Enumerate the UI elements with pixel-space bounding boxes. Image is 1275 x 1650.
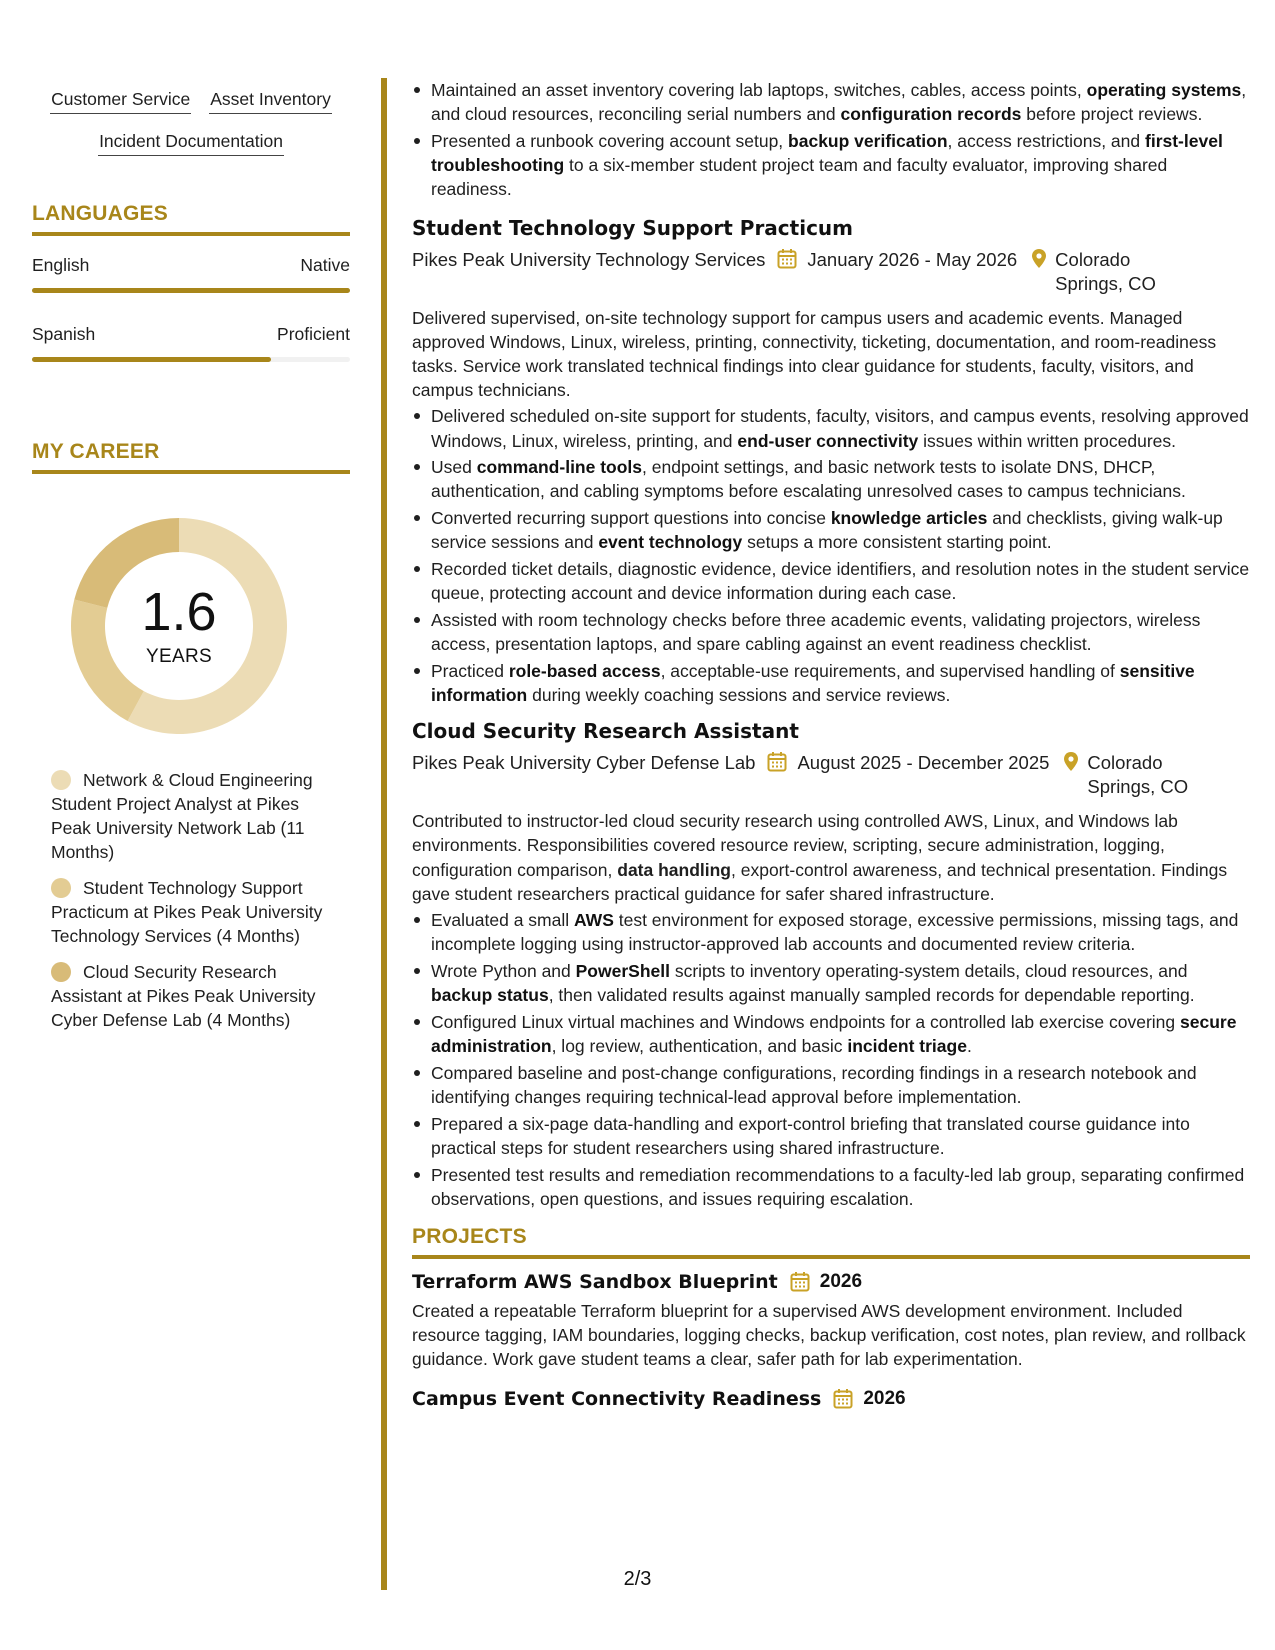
skill-tag: Customer Service (50, 88, 191, 114)
text-segment: scripts to inventory operating-system details, cloud resources, and (669, 960, 1188, 981)
text-segment: Delivered scheduled on-site support for students, faculty, visitors, and campus events, resolving approved Windows, Linux, wireless, printing, and (431, 406, 1249, 451)
text-segment: Presented test results and remediation recommendations to a faculty-led lab group, separating confirmed observations, open questions, and issues requiring escalation. (431, 1164, 1245, 1209)
bullet-item (412, 1112, 1250, 1160)
column-divider (381, 78, 387, 1590)
bullet-item (412, 78, 1250, 126)
text-segment: during weekly coaching sessions and service reviews. (527, 685, 951, 706)
skill-tag: Incident Documentation (98, 130, 284, 156)
bullet-item (412, 129, 1250, 202)
page-number: 2/3 (623, 1568, 652, 1590)
career-legend-item (51, 960, 332, 1032)
language-name: Spanish (32, 324, 96, 344)
bullet-item (412, 659, 1250, 707)
job-bullets (412, 908, 1250, 1211)
legend-dot (51, 770, 71, 790)
bullet-item (412, 455, 1250, 503)
language-bar-fill (32, 357, 271, 362)
text-segment: Recorded ticket details, diagnostic evidence, device identifiers, and resolution notes in the student service queue, protecting account and device information during each case. (431, 559, 1250, 604)
job-location: Colorado Springs, CO (1055, 248, 1156, 294)
language-bar (32, 288, 350, 293)
job-organization: Pikes Peak University Cyber Defense Lab (412, 752, 756, 774)
bullet-item (412, 557, 1250, 605)
calendar-icon (777, 248, 797, 270)
text-segment: , access restrictions, and (947, 130, 1145, 151)
calendar-icon (790, 1271, 810, 1293)
project-entry (412, 1269, 1250, 1295)
language-level: Native (300, 255, 350, 275)
career-legend-item (51, 768, 332, 864)
bold-keyword: secure administration (431, 1011, 1237, 1057)
bullet-item (412, 1010, 1250, 1058)
career-legend (32, 768, 332, 1032)
text-segment: , and cloud resources, reconciling serial numbers and (431, 80, 1247, 125)
bold-keyword: backup verification (788, 130, 948, 151)
bold-keyword: AWS (574, 910, 614, 931)
text-segment: Used (431, 457, 477, 478)
job-meta (412, 751, 1250, 799)
language-name: English (32, 255, 90, 275)
text-segment: , log review, authentication, and basic (551, 1036, 848, 1057)
left-column (32, 80, 350, 1044)
career-heading: MY CAREER (32, 440, 160, 463)
languages-heading: LANGUAGES (32, 202, 168, 225)
text-segment: setups a more consistent starting point. (742, 532, 1052, 553)
bold-keyword: configuration records (840, 104, 1022, 125)
project-title: Terraform AWS Sandbox Blueprint (412, 1271, 778, 1294)
text-segment: Assisted with room technology checks before three academic events, validating projectors, wireless access, presentation laptops, and spare cabling against an event readiness checklist. (431, 609, 1201, 655)
right-column (412, 78, 1250, 1412)
text-segment: , then validated results against manually sampled records for dependable reporting. (548, 985, 1195, 1006)
text-segment: , export-control awareness, and technical presentation. Findings gave student researchers practical guidance for safer shared infrastructure. (412, 859, 1228, 904)
text-segment: before project reviews. (1021, 104, 1203, 125)
job-dates: August 2025 - December 2025 (797, 752, 1050, 774)
calendar-icon (767, 751, 787, 773)
career-total-unit: YEARS (146, 646, 212, 667)
skills-list (32, 80, 350, 156)
language-bar (32, 357, 350, 362)
bullet-item (412, 959, 1250, 1007)
project-description: Created a repeatable Terraform blueprint for a supervised AWS development environment. Included resource tagging, IAM boundaries, logging checks, backup verification, cost notes, plan review, and rollback guidance. Work gave student teams a clear, safer path for lab experimentation. (412, 1301, 1246, 1370)
career-total-value: 1.6 (141, 582, 217, 642)
bold-keyword: backup status (431, 985, 549, 1006)
bullet-item (412, 1061, 1250, 1109)
text-segment: , acceptable-use requirements, and supervised handling of (660, 660, 1120, 681)
text-segment: , endpoint settings, and basic network tests to isolate DNS, DHCP, authentication, and cabling symptoms before escalating unresolved cases to campus technicians. (431, 457, 1186, 502)
bullet-item (412, 908, 1250, 956)
bullet-item (412, 404, 1250, 452)
experience-bullets (412, 78, 1250, 202)
job-dates: January 2026 - May 2026 (807, 248, 1018, 270)
bold-keyword: end-user connectivity (737, 430, 919, 451)
bold-keyword: knowledge articles (830, 508, 988, 529)
bold-keyword: data handling (617, 859, 731, 880)
bullet-item (412, 506, 1250, 554)
language-bar-fill (32, 288, 350, 293)
career-legend-text: Student Technology Support Practicum at Pikes Peak University Technology Services (4 Months) (51, 878, 323, 946)
career-donut-chart (67, 514, 291, 738)
text-segment: Practiced (431, 660, 509, 681)
bold-keyword: event technology (598, 532, 743, 553)
project-year: 2026 (863, 1387, 906, 1409)
bullet-item (412, 608, 1250, 656)
text-segment: Compared baseline and post-change configurations, recording findings in a research notebook and identifying changes requiring technical-lead approval before implementation. (431, 1062, 1197, 1107)
bold-keyword: sensitive information (431, 660, 1195, 706)
bold-keyword: first-level troubleshooting (431, 130, 1223, 176)
bullet-item (412, 1163, 1250, 1211)
job-description: Delivered supervised, on-site technology support for campus users and academic events. Managed approved Windows, Linux, wireless, printing, connectivity, ticketing, documentation, and room-readiness tasks. Service work translated technical findings into clear guidance for students, faculty, visitors, and campus technicians. (412, 307, 1217, 401)
bold-keyword: operating systems (1086, 80, 1242, 100)
text-segment: Presented a runbook covering account setup, (431, 130, 789, 151)
experience-entry (412, 214, 1250, 708)
section-rule (412, 1255, 1250, 1259)
text-segment: Converted recurring support questions into concise (431, 508, 831, 529)
career-section (32, 440, 350, 1032)
language-level: Proficient (277, 324, 350, 344)
bold-keyword: command-line tools (476, 457, 643, 478)
language-item (32, 254, 350, 293)
section-rule (32, 470, 350, 474)
text-segment: . (966, 1036, 972, 1057)
text-segment: to a six-member student project team and faculty evaluator, improving shared readiness. (431, 155, 1168, 200)
projects-section (412, 1225, 1250, 1412)
job-description (412, 809, 1250, 906)
project-title: Campus Event Connectivity Readiness (412, 1387, 822, 1410)
project-entry (412, 1386, 1250, 1412)
text-segment: Contributed to instructor-led cloud security research using controlled AWS, Linux, and Windows lab environments. Responsibilities covered resource review, scripting, secure administration, logging, configuration comparison, (412, 811, 1178, 880)
experience-entry (412, 717, 1250, 1211)
job-meta (412, 248, 1250, 296)
project-year: 2026 (819, 1271, 863, 1293)
text-segment: Configured Linux virtual machines and Windows endpoints for a controlled lab exercise covering (431, 1011, 1181, 1032)
bold-keyword: PowerShell (575, 960, 670, 981)
career-legend-text: Cloud Security Research Assistant at Pikes Peak University Cyber Defense Lab (4 Months) (51, 962, 316, 1030)
job-location: Colorado Springs, CO (1087, 752, 1189, 798)
projects-heading: PROJECTS (412, 1225, 527, 1249)
bold-keyword: role-based access (508, 660, 661, 681)
skill-tag: Asset Inventory (209, 88, 332, 114)
job-title: Cloud Security Research Assistant (412, 719, 799, 744)
calendar-icon (833, 1388, 853, 1410)
bold-keyword: incident triage (847, 1036, 967, 1057)
job-bullets (412, 404, 1250, 707)
legend-dot (51, 962, 71, 982)
location-pin-icon (1031, 248, 1047, 270)
career-legend-item (51, 876, 332, 948)
text-segment: Maintained an asset inventory covering lab laptops, switches, cables, access points, (431, 80, 1087, 100)
text-segment: and checklists, giving walk-up service sessions and (431, 508, 1223, 553)
location-pin-icon (1063, 751, 1079, 773)
job-organization: Pikes Peak University Technology Services (412, 248, 766, 270)
career-legend-text: Network & Cloud Engineering Student Project Analyst at Pikes Peak University Network Lab (11 Months) (51, 770, 313, 862)
job-title: Student Technology Support Practicum (412, 215, 854, 240)
languages-section (32, 202, 350, 362)
legend-dot (51, 878, 71, 898)
text-segment: Prepared a six-page data-handling and export-control briefing that translated course guidance into practical steps for student researchers using shared infrastructure. (431, 1113, 1190, 1158)
text-segment: issues within written procedures. (918, 430, 1177, 451)
text-segment: test environment for exposed storage, excessive permissions, missing tags, and incomplete logging using instructor-approved lab accounts and documented review criteria. (431, 910, 1239, 955)
text-segment: Evaluated a small (431, 910, 574, 931)
text-segment: Wrote Python and (431, 960, 576, 981)
language-item (32, 323, 350, 362)
section-rule (32, 232, 350, 236)
